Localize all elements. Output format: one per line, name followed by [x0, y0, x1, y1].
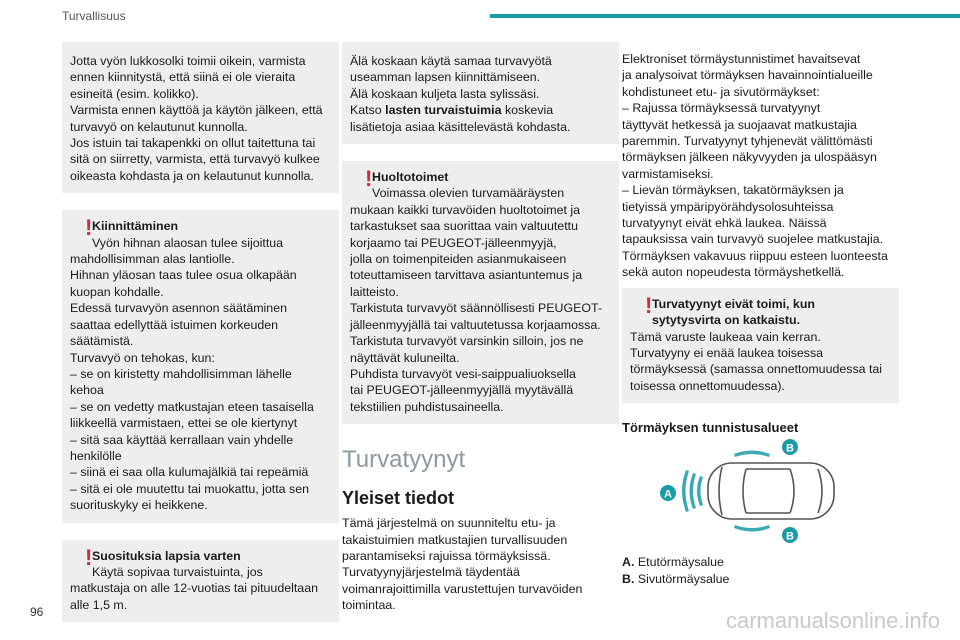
- text-fragment: koskevia: [501, 103, 554, 118]
- text-line: törmäyksen jälkeen näkyvyyden ja ulospääsyn: [622, 150, 877, 165]
- text-line: saattaa edellyttää istuimen korkeuden: [70, 317, 279, 332]
- legend-item-a: [622, 554, 899, 570]
- text-line: Tarkistuta turvavyöt säännöllisesti PEUGEOT-: [350, 301, 603, 316]
- text-line: Jos istuin tai takapenkki on ollut taitettuna tai: [70, 136, 316, 151]
- warning-title: Kiinnittäminen: [92, 219, 179, 234]
- text-line: matkustaja on alle 12-vuotias tai pituudeltaan: [70, 581, 318, 596]
- text-fragment: Katso: [350, 103, 386, 118]
- legend-item-b: [622, 571, 899, 587]
- text-line: jälleenmyyjällä tai valtuutetussa korjaamossa.: [350, 317, 601, 332]
- text-line: paremmin. Turvatyynyt tyhjenevät välittömästi: [622, 134, 873, 149]
- warning-icon: !: [645, 292, 653, 318]
- warning-icon: !: [85, 215, 93, 241]
- text-line: toimintaa.: [342, 598, 396, 613]
- text-line: Edessä turvavyön asennon säätäminen: [70, 301, 287, 316]
- subsection-title: Yleiset tiedot: [342, 488, 455, 509]
- text-line: Tämä järjestelmä on suunniteltu etu- ja: [342, 516, 556, 531]
- zone-b-marker-top: [782, 439, 798, 455]
- warning-box-maintenance: [342, 161, 619, 424]
- car-top-view-figure: [622, 439, 899, 543]
- text-line: henkilölle: [70, 448, 122, 463]
- text-line: – Rajussa törmäyksessä turvatyynyt: [622, 101, 821, 116]
- warning-box-fastening: [62, 210, 339, 522]
- text-line: turvavyö on kelautunut kunnolla.: [70, 119, 248, 134]
- text-line: sitä on siirretty, varmista, että turvavyö kulkee: [70, 152, 320, 167]
- text-line: – se on kiristetty mahdollisimman lähelle: [70, 366, 292, 381]
- legend-key: B.: [622, 571, 635, 586]
- chapter-title: Turvallisuus: [62, 9, 126, 23]
- text-line: säätämistä.: [70, 334, 134, 349]
- text-line: Älä koskaan kuljeta lasta sylissäsi.: [350, 86, 540, 101]
- text-line: tai PEUGEOT-jälleenmyyjällä myytävällä: [350, 383, 574, 398]
- text-line: esineitä (esim. kolikko).: [70, 86, 199, 101]
- text-line: ennen kiinnitystä, että siinä ei ole vieraita: [70, 70, 296, 85]
- text-line: Varmista ennen käyttöä ja käytön jälkeen, että: [70, 103, 323, 118]
- car-outline: [708, 463, 834, 519]
- warning-icon: !: [85, 544, 93, 570]
- text-line: oikeasta kohdasta ja on kelautunut kunnolla.: [70, 168, 314, 183]
- text-line: Käytä sopivaa turvaistuinta, jos: [92, 564, 263, 579]
- text-line: Turvavyö on tehokas, kun:: [70, 350, 215, 365]
- text-line: Turvatyyny ei enää laukea toisessa: [630, 345, 824, 360]
- text-line: kohdistuneet etu- ja sivutörmäykset:: [622, 84, 820, 99]
- text-line: Törmäyksen vakavuus riippuu esteen luonteesta: [622, 248, 888, 263]
- text-line: jolla on toimenpiteiden asianmukaiseen: [350, 252, 567, 267]
- legend-text: Etutörmäysalue: [637, 555, 724, 570]
- text-line: Turvatyynyjärjestelmä täydentää: [342, 565, 520, 580]
- text-line: takaistuimien matkustajien turvallisuuden: [342, 532, 568, 547]
- text-line: useamman lapsen kiinnittämiseen.: [350, 70, 541, 85]
- text-line: Vyön hihnan alaosan tulee sijoittua: [92, 235, 284, 250]
- info-box-children-use: [342, 42, 619, 144]
- text-line: Puhdista turvavyöt vesi-saippualiuoksella: [350, 366, 576, 381]
- text-line: täyttyvät hetkessä ja suojaavat matkustajia: [622, 117, 857, 132]
- warning-box-ignition: [622, 288, 899, 403]
- text-line: näyttävät kuluneilta.: [350, 350, 460, 365]
- text-line: lisätietoja asiaa käsittelevästä kohdasta.: [350, 119, 571, 134]
- text-line: mahdollisimman alas lantiolle.: [70, 252, 235, 267]
- text-line: turvatyynyt eivät ehkä laukea. Näissä: [622, 216, 827, 231]
- text-line: kehoa: [70, 383, 104, 398]
- text-line: – Lievän törmäyksen, takatörmäyksen ja: [622, 183, 844, 198]
- info-box-buckle: [62, 42, 339, 193]
- text-line: tarkastukset saa suorittaa vain valtuutettu: [350, 219, 578, 234]
- text-line: tekstiilien puhdistusaineella.: [350, 399, 504, 414]
- intro-paragraph: [342, 515, 619, 613]
- text-line: – siinä ei saa olla kulumajälkiä tai repeämiä: [70, 465, 309, 480]
- text-line: kuopan kohdalle.: [70, 284, 164, 299]
- text-line: – sitä ei ole muutettu tai muokattu, jotta sen: [70, 481, 309, 496]
- text-line: toteuttamiseen tarvittava asiantuntemus ja: [350, 268, 583, 283]
- front-zone-arcs: [682, 470, 703, 512]
- warning-title: Suosituksia lapsia varten: [92, 548, 241, 563]
- text-line: Elektroniset törmäystunnistimet havaitsevat: [622, 52, 861, 66]
- diagram-legend: [622, 554, 899, 587]
- text-line: voimanrajoittimilla varustettujen turvavöiden: [342, 581, 583, 596]
- text-line: varmistamiseksi.: [622, 166, 714, 181]
- cross-reference: lasten turvaistuimia: [385, 103, 502, 118]
- text-line: tapauksissa vain turvavyö suojelee matkustajia.: [622, 232, 884, 247]
- detection-zones-title: Törmäyksen tunnistusalueet: [622, 420, 799, 436]
- text-line: Voimassa olevien turvamääräysten: [372, 186, 565, 201]
- zone-b-marker-bottom: [782, 527, 798, 543]
- zone-a-marker: [660, 485, 676, 501]
- text-line: sekä auton nopeudesta törmäyshetkellä.: [622, 265, 845, 280]
- text-line: laitteisto.: [350, 284, 399, 299]
- text-line: törmäyksessä (samassa onnettomuudessa tai: [630, 362, 883, 377]
- zone-b-label: B: [786, 442, 794, 455]
- text-line: alle 1,5 m.: [70, 597, 128, 612]
- text-line: – se on vedetty matkustajan eteen tasaisella: [70, 399, 314, 414]
- text-line: Jotta vyön lukkosolki toimii oikein, varmista: [70, 54, 306, 68]
- text-line: parantamiseksi rajuissa törmäyksissä.: [342, 548, 551, 563]
- column-1: [62, 42, 339, 622]
- text-line: toisessa onnettomuudessa).: [630, 378, 785, 393]
- text-line: suorituskyky ei heikkene.: [70, 498, 208, 513]
- text-line: tietyissä ympäripyörähdysolosuhteissa: [622, 199, 834, 214]
- warning-icon: !: [365, 166, 373, 192]
- text-line: liikkeellä varmistaen, ettei se ole kiertynyt: [70, 416, 298, 431]
- warning-title: Turvatyynyt eivät toimi, kun: [652, 296, 815, 311]
- column-3: [622, 51, 899, 587]
- text-line: Tarkistuta turvavyöt varsinkin silloin, jos ne: [350, 334, 584, 349]
- text-line: [350, 102, 611, 118]
- text-line: – sitä saa käyttää kerrallaan vain yhdelle: [70, 432, 294, 447]
- text-line: ja analysoivat törmäyksen havainnointialueille: [622, 68, 873, 83]
- column-2: [342, 42, 619, 614]
- header-bar: [490, 14, 960, 18]
- legend-text: Sivutörmäysalue: [637, 571, 730, 586]
- page-number: 96: [30, 605, 44, 619]
- text-line: Tämä varuste laukeaa vain kerran.: [630, 329, 821, 344]
- section-title: Turvatyynyt: [342, 446, 466, 474]
- detection-zones-diagram: [622, 439, 899, 543]
- text-line: Hihnan yläosan taas tulee osua olkapään: [70, 268, 297, 283]
- text-line: Älä koskaan käytä samaa turvavyötä: [350, 54, 552, 68]
- warning-title: Huoltotoimet: [372, 170, 449, 185]
- text-line: korjaamo tai PEUGEOT-jälleenmyyjä,: [350, 235, 557, 250]
- warning-title: sytytysvirta on katkaistu.: [652, 313, 801, 328]
- warning-box-children: [62, 540, 339, 623]
- watermark: carmanualsonline.info: [725, 608, 940, 633]
- legend-key: A.: [622, 555, 635, 570]
- zone-b-label: B: [786, 530, 794, 543]
- zone-a-label: A: [664, 488, 672, 501]
- sensor-paragraph: [622, 51, 899, 281]
- text-line: mukaan kaikki turvavöiden huoltotoimet ja: [350, 202, 581, 217]
